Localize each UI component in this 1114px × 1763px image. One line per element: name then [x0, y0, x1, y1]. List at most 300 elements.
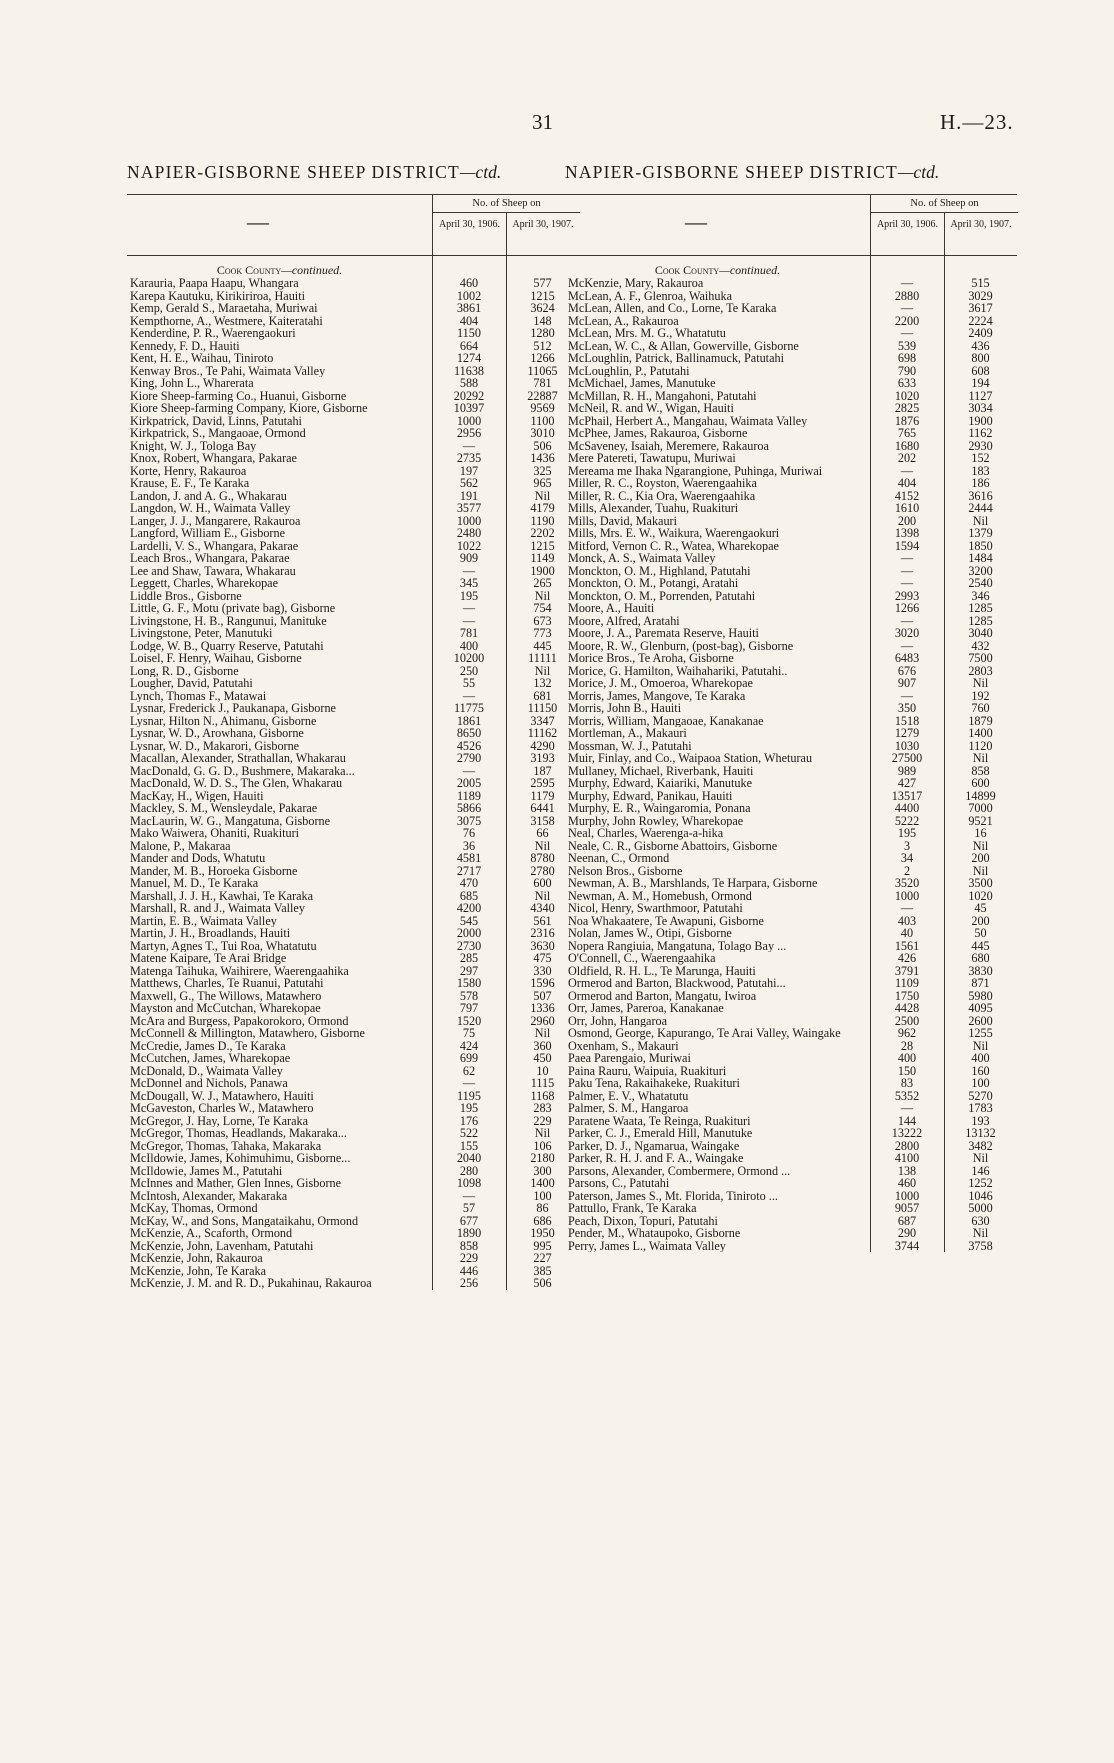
- table-row: [565, 502, 1017, 515]
- owner-name: Maxwell, G., The Willows, Matawhero: [130, 989, 322, 1002]
- sheep-1906: —: [462, 601, 476, 615]
- table-row: [565, 952, 1017, 965]
- sheep-1907: 10: [536, 1063, 549, 1078]
- sheep-1907: 193: [971, 1113, 990, 1128]
- sheep-1907: 3200: [968, 563, 993, 578]
- sheep-1906: 790: [897, 363, 917, 378]
- owner-name: MacKay, H., Wigen, Hauiti: [130, 789, 264, 802]
- table-row: [565, 415, 1017, 428]
- owner-name: McSaveney, Isaiah, Meremere, Rakauroa: [568, 439, 769, 452]
- owner-name: Muir, Finlay, and Co., Waipaoa Station, Wheturau: [568, 752, 813, 765]
- table-row: [565, 852, 1017, 865]
- table-row: [565, 277, 1017, 290]
- sheep-1907: 506: [533, 438, 552, 453]
- sheep-1906: 907: [897, 676, 917, 690]
- table-row: [565, 440, 1017, 453]
- sheep-1907: 100: [533, 1188, 552, 1203]
- sheep-1907: Nil: [972, 838, 989, 853]
- owner-name: Mills, Mrs. E. W., Waikura, Waerengaokuri: [568, 527, 780, 540]
- sheep-1907: 600: [971, 776, 990, 790]
- sheep-1907: 1190: [530, 513, 555, 528]
- owner-name: McInnes and Mather, Glen Innes, Gisborne: [130, 1177, 342, 1190]
- owner-name: McPhail, Herbert A., Mangahau, Waimata Valley: [568, 414, 808, 427]
- sheep-1906: 3744: [894, 1238, 920, 1253]
- sheep-1907: 781: [533, 376, 552, 390]
- sheep-1906: 1750: [894, 988, 920, 1003]
- table-row: [565, 427, 1017, 440]
- owner-name: McGregor, Thomas, Headlands, Makaraka...: [130, 1127, 347, 1140]
- sheep-1907: 9521: [968, 813, 993, 828]
- table-row: [127, 465, 579, 478]
- sheep-1906: 76: [462, 826, 476, 840]
- table-row: [565, 777, 1017, 790]
- table-row: [565, 1127, 1017, 1140]
- column-title-text: NAPIER-GISBORNE SHEEP DISTRICT: [565, 162, 898, 182]
- owner-name: Mills, David, Makauri: [568, 514, 677, 527]
- table-row: [127, 652, 579, 665]
- sheep-1907: 450: [533, 1051, 552, 1065]
- table-row: [565, 827, 1017, 840]
- owner-name: McAra and Burgess, Papakorokoro, Ormond: [130, 1014, 349, 1027]
- table-row: [127, 702, 579, 715]
- sheep-1906: 6483: [894, 651, 920, 665]
- sheep-1907: 515: [971, 276, 990, 290]
- sheep-1906: 2800: [894, 1138, 920, 1153]
- table-row: [127, 815, 579, 828]
- sheep-1907: 148: [533, 313, 552, 328]
- table-row: [565, 627, 1017, 640]
- sheep-1906: 191: [459, 488, 479, 503]
- owner-name: McIldowie, James, Kohimuhimu, Gisborne...: [130, 1152, 351, 1165]
- sheep-1907: 3034: [968, 401, 993, 415]
- sheep-1907: 3500: [968, 876, 993, 890]
- sheep-1906: 588: [459, 376, 479, 390]
- table-body: [127, 256, 579, 1290]
- sheep-1907: 1783: [968, 1101, 993, 1115]
- sheep-1906: 426: [897, 951, 917, 965]
- sheep-1907: 183: [971, 463, 990, 478]
- sheep-1906: 150: [897, 1063, 917, 1078]
- owner-name: Neenan, C., Ormond: [568, 852, 670, 865]
- table-row: [565, 615, 1017, 628]
- sheep-1907: 13132: [965, 1126, 996, 1140]
- sheep-1906: 2993: [894, 588, 920, 603]
- owner-name: Pender, M., Whataupoko, Gisborne: [568, 1227, 741, 1240]
- owner-name: Peach, Dixon, Topuri, Patutahi: [568, 1214, 718, 1227]
- sheep-1907: 50: [974, 926, 987, 940]
- table-row: [565, 290, 1017, 303]
- sheep-1906: 138: [897, 1163, 917, 1178]
- owner-name: Karepa Kautuku, Kirikiriroa, Hauiti: [130, 289, 305, 302]
- owner-name: McLoughlin, P., Patutahi: [568, 364, 690, 377]
- sheep-1907: 600: [533, 876, 552, 890]
- table-row: [127, 1227, 579, 1240]
- sheep-1906: 1398: [894, 526, 920, 540]
- sheep-1906: 3791: [894, 963, 920, 978]
- sheep-1907: 436: [971, 338, 990, 353]
- table-row: [565, 1227, 1017, 1240]
- sheep-1906: 664: [459, 338, 479, 353]
- sheep-1907: 3482: [968, 1138, 993, 1153]
- sheep-1906: 13222: [891, 1126, 923, 1140]
- sheep-1906: 470: [459, 876, 479, 890]
- table-row: [565, 540, 1017, 553]
- table-row: [127, 1102, 579, 1115]
- sheep-1907: 8780: [530, 851, 555, 865]
- owner-name: Matene Kaipare, Te Arai Bridge: [130, 952, 287, 965]
- owner-name: McMichael, James, Manutuke: [568, 377, 716, 390]
- owner-name: McGregor, J. Hay, Lorne, Te Karaka: [130, 1114, 309, 1127]
- sheep-1906: 2790: [456, 751, 482, 765]
- sheep-1906: 5866: [456, 801, 482, 815]
- table-row: [127, 1152, 579, 1165]
- left-column: [127, 160, 579, 1290]
- sheep-1906: —: [900, 613, 914, 628]
- sheep-1907: 1120: [968, 738, 993, 753]
- owner-name: Nelson Bros., Gisborne: [568, 864, 683, 877]
- table-row: [127, 727, 579, 740]
- table-row: [565, 677, 1017, 690]
- owner-name: Morris, William, Mangaoae, Kanakanae: [568, 714, 764, 727]
- sheep-1906: 633: [897, 376, 917, 390]
- table-row: [565, 1152, 1017, 1165]
- county-heading: [127, 264, 432, 277]
- table-row: [127, 1140, 579, 1153]
- owner-name: McCredie, James D., Te Karaka: [130, 1039, 286, 1052]
- owner-name: McMillan, R. H., Mangahoni, Patutahi: [568, 389, 757, 402]
- sheep-1907: Nil: [534, 888, 551, 903]
- table-row: [565, 690, 1017, 703]
- sheep-1907: 561: [533, 913, 552, 928]
- table-row: [127, 1040, 579, 1053]
- owner-name: Palmer, E. V., Whatatutu: [568, 1089, 689, 1102]
- sheep-1907: 45: [974, 901, 987, 915]
- table-row: [127, 590, 579, 603]
- sheep-1907: 265: [533, 576, 552, 590]
- sheep-1906: 4400: [894, 801, 920, 815]
- year-1907-header: April 30, 1907.: [944, 213, 1017, 255]
- owner-name: Liddle Bros., Gisborne: [130, 589, 242, 602]
- sheep-1907: 4179: [530, 501, 555, 515]
- owner-name: McLean, Mrs. M. G., Whatatutu: [568, 327, 726, 340]
- owner-name: Moore, R. W., Glenburn, (post-bag), Gisborne: [568, 639, 794, 652]
- sheep-1907: 283: [533, 1101, 552, 1115]
- table-row: [127, 577, 579, 590]
- owner-name: McGaveston, Charles W., Matawhero: [130, 1102, 314, 1115]
- owner-name: Mander, M. B., Horoeka Gisborne: [130, 864, 298, 877]
- sheep-1907: 858: [971, 763, 990, 778]
- sheep-1906: 962: [897, 1026, 917, 1040]
- table-row: [565, 1202, 1017, 1215]
- owner-name: Nicol, Henry, Swarthmoor, Patutahi: [568, 902, 743, 915]
- table-row: [565, 590, 1017, 603]
- table-row: [127, 902, 579, 915]
- table-row: [127, 1190, 579, 1203]
- sheep-1907: 1285: [968, 613, 993, 628]
- sheep-1906: —: [462, 763, 476, 778]
- sheep-1907: Nil: [972, 1226, 989, 1240]
- sheep-1907: 1046: [968, 1188, 993, 1203]
- table-row: [127, 515, 579, 528]
- table-row: [565, 1177, 1017, 1190]
- sheep-1907: Nil: [534, 488, 551, 503]
- owner-name: Matthews, Charles, Te Ruanui, Patutahi: [130, 977, 324, 990]
- table-row: [565, 1190, 1017, 1203]
- sheep-1907: 346: [971, 588, 990, 603]
- owner-name: McKenzie, A., Scaforth, Ormond: [130, 1227, 293, 1240]
- table-row: [565, 752, 1017, 765]
- sheep-1906: 57: [462, 1201, 476, 1215]
- owner-name: Paratene Waata, Te Reinga, Ruakituri: [568, 1114, 751, 1127]
- owner-name: Murphy, Edward, Kaiariki, Manutuke: [568, 777, 753, 790]
- owner-name: Landon, J. and A. G., Whakarau: [130, 489, 287, 502]
- table-row: [127, 977, 579, 990]
- sheep-1906: 1002: [456, 288, 482, 303]
- table-row: [565, 490, 1017, 503]
- sheep-1906: 144: [897, 1113, 917, 1128]
- table-row: [565, 365, 1017, 378]
- sheep-1906: 446: [459, 1263, 479, 1278]
- owner-name: MacDonald, W. D. S., The Glen, Whakarau: [130, 777, 343, 790]
- sheep-1907: 132: [533, 676, 552, 690]
- table-row: [127, 565, 579, 578]
- sheep-1907: 3010: [530, 426, 555, 440]
- table-row: [565, 552, 1017, 565]
- table-row: [127, 752, 579, 765]
- sheep-1907: Nil: [972, 751, 989, 765]
- table-row: [565, 815, 1017, 828]
- sheep-1906: 781: [459, 626, 479, 640]
- table-row: [565, 715, 1017, 728]
- sheep-1906: 11638: [453, 363, 485, 378]
- page-number: 31: [532, 110, 553, 134]
- table-row: [565, 352, 1017, 365]
- sheep-1906: 698: [897, 351, 917, 365]
- sheep-1907: 1280: [530, 326, 555, 340]
- owner-name: Livingstone, Peter, Manutuki: [130, 627, 273, 640]
- sheep-1906: 1109: [895, 976, 919, 990]
- sheep-1907: 385: [533, 1263, 552, 1278]
- owner-name: Moore, A., Hauiti: [568, 602, 655, 615]
- owner-name: Manuel, M. D., Te Karaka: [130, 877, 259, 890]
- owner-name: Murphy, E. R., Waingaromia, Ponana: [568, 802, 751, 815]
- table-row: [127, 915, 579, 928]
- owner-name: Kenderdine, P. R., Waerengaokuri: [130, 327, 296, 340]
- table-row: [127, 890, 579, 903]
- sheep-1906: 155: [459, 1138, 479, 1153]
- sheep-1906: 2: [903, 863, 911, 878]
- owner-name: Kiore Sheep-farming Co., Huanui, Gisborne: [130, 389, 347, 402]
- sheep-1906: 1518: [894, 713, 920, 728]
- owner-name: Neal, Charles, Waerenga-a-hika: [568, 827, 724, 840]
- sheep-1906: 8650: [456, 726, 482, 740]
- table-row: [127, 677, 579, 690]
- sheep-1907: 681: [533, 688, 552, 703]
- sheep-1906: —: [462, 438, 476, 453]
- sheep-1906: 2000: [456, 926, 482, 940]
- sheep-1907: 11065: [527, 363, 558, 378]
- owner-name: Ormerod and Barton, Blackwood, Patutahi...: [568, 977, 786, 990]
- sheep-1906: 1000: [456, 413, 482, 428]
- sheep-1906: 404: [459, 313, 479, 328]
- sheep-1906: 250: [459, 663, 479, 678]
- sheep-1906: 297: [459, 963, 479, 978]
- table-row: [565, 1102, 1017, 1115]
- owner-name: Parsons, Alexander, Combermere, Ormond ...: [568, 1164, 791, 1177]
- sheep-1907: 3617: [968, 301, 993, 315]
- sheep-1906: 285: [459, 951, 479, 965]
- owner-name: Miller, R. C., Royston, Waerengaahika: [568, 477, 757, 490]
- sheep-1906: —: [900, 463, 914, 478]
- sheep-1906: 176: [459, 1113, 479, 1128]
- owner-name: Lysnar, Frederick J., Paukanapa, Gisborne: [130, 702, 336, 715]
- sheep-1907: 227: [533, 1251, 552, 1265]
- sheep-1907: 3193: [530, 751, 555, 765]
- year-1906-header: April 30, 1906.: [432, 213, 506, 255]
- column-title-suffix: —ctd.: [459, 162, 502, 182]
- sheep-1907: 187: [533, 763, 552, 778]
- sheep-1907: 2803: [968, 663, 993, 678]
- owner-name: Orr, James, Pareroa, Kanakanae: [568, 1002, 724, 1015]
- sheep-1906: 5222: [894, 813, 920, 828]
- sheep-1906: 1000: [456, 513, 482, 528]
- owner-name: Lardelli, V. S., Whangara, Pakarae: [130, 539, 299, 552]
- table-row: [565, 902, 1017, 915]
- table-row: [127, 440, 579, 453]
- sheep-1907: 1436: [530, 451, 555, 465]
- sheep-1906: 200: [897, 513, 917, 528]
- table-row: [127, 302, 579, 315]
- owner-name: McLean, A. F., Glenroa, Waihuka: [568, 289, 732, 302]
- owner-name: Mander and Dods, Whatutu: [130, 852, 266, 865]
- sheep-1906: 1520: [456, 1013, 482, 1028]
- table-row: [127, 640, 579, 653]
- sheep-1907: 760: [971, 701, 990, 715]
- table-row: [565, 340, 1017, 353]
- owner-name: Mackley, S. M., Wensleydale, Pakarae: [130, 802, 318, 815]
- sheep-1906: 4152: [894, 488, 920, 503]
- sheep-1906: 427: [897, 776, 917, 790]
- table-row: [127, 740, 579, 753]
- table-row: [565, 1215, 1017, 1228]
- sheep-1907: 2316: [530, 926, 555, 940]
- sheep-1907: 3040: [968, 626, 993, 640]
- sheep-1906: 40: [900, 926, 914, 940]
- column-title-suffix: —ctd.: [897, 162, 940, 182]
- sheep-1906: 1861: [456, 713, 482, 728]
- table-row: [565, 840, 1017, 853]
- owner-name: Ormerod and Barton, Mangatu, Iwiroa: [568, 989, 757, 1002]
- owner-name: Nolan, James W., Otipi, Gisborne: [568, 927, 732, 940]
- sheep-1906: 400: [897, 1051, 917, 1065]
- sheep-1906: 1020: [894, 388, 920, 403]
- table-row: [127, 477, 579, 490]
- sheep-1907: 11162: [527, 726, 558, 740]
- owner-name: McDougall, W. J., Matawhero, Hauiti: [130, 1089, 314, 1102]
- sheep-1907: 871: [971, 976, 990, 990]
- owner-name: Morice Bros., Te Aroha, Gisborne: [568, 652, 734, 665]
- owner-name: Parker, C. J., Emerald Hill, Manutuke: [568, 1127, 753, 1140]
- sheep-1906: 1195: [457, 1088, 481, 1103]
- sheep-count-header: No. of Sheep on: [432, 195, 580, 213]
- sheep-1907: 1850: [968, 538, 993, 553]
- table-header: [127, 194, 579, 256]
- sheep-1906: 1594: [894, 538, 920, 553]
- owner-name: Paina Rauru, Waipuia, Ruakituri: [568, 1064, 727, 1077]
- sheep-1906: 290: [897, 1226, 917, 1240]
- owner-name: McLean, Allen, and Co., Lorne, Te Karaka: [568, 302, 777, 315]
- table-row: [565, 315, 1017, 328]
- sheep-1906: 2200: [894, 313, 920, 328]
- table-row: [127, 552, 579, 565]
- table-row: [565, 865, 1017, 878]
- table-row: [127, 865, 579, 878]
- table-row: [127, 502, 579, 515]
- sheep-1907: 229: [533, 1113, 552, 1128]
- owner-name: McKenzie, John, Rakauroa: [130, 1252, 263, 1265]
- owner-name: Livingstone, H. B., Rangunui, Manituke: [130, 614, 327, 627]
- table-row: [127, 377, 579, 390]
- sheep-1907: 3830: [968, 963, 993, 978]
- owner-name: Kirkpatrick, David, Linns, Patutahi: [130, 414, 302, 427]
- table-row: [127, 690, 579, 703]
- sheep-1906: 4200: [456, 901, 482, 915]
- table-row: [127, 540, 579, 553]
- table-row: [127, 952, 579, 965]
- table-row: [565, 927, 1017, 940]
- sheep-1907: Nil: [534, 838, 551, 853]
- owner-name: McGregor, Thomas, Tahaka, Makaraka: [130, 1139, 322, 1152]
- table-row: [565, 565, 1017, 578]
- owner-name: McIntosh, Alexander, Makaraka: [130, 1189, 288, 1202]
- sheep-1907: 160: [971, 1063, 990, 1078]
- table-row: [127, 1090, 579, 1103]
- sheep-1907: 400: [971, 1051, 990, 1065]
- table-row: [565, 740, 1017, 753]
- sheep-1907: 194: [971, 376, 990, 390]
- sheep-1906: 858: [459, 1238, 479, 1253]
- sheep-1906: 1266: [894, 601, 920, 615]
- column-title: [565, 160, 1017, 184]
- sheep-1906: 3075: [456, 813, 482, 828]
- sheep-1906: 2735: [456, 451, 482, 465]
- owner-name: McConnell & Millington, Matawhero, Gisborne: [130, 1027, 365, 1040]
- owner-name: McLean, A., Rakauroa: [568, 314, 679, 327]
- sheep-1906: —: [462, 1076, 476, 1090]
- table-row: [565, 1040, 1017, 1053]
- table-row: [127, 1177, 579, 1190]
- sheep-1907: 11150: [527, 701, 558, 715]
- sheep-1907: 146: [971, 1163, 990, 1178]
- sheep-1907: 3630: [530, 938, 555, 953]
- table-row: [565, 302, 1017, 315]
- sheep-1906: 687: [897, 1213, 917, 1228]
- sheep-1907: 22887: [527, 388, 558, 403]
- sheep-1907: 1400: [968, 726, 993, 740]
- sheep-1907: 3029: [968, 288, 993, 303]
- table-row: [565, 1115, 1017, 1128]
- county-suffix: —continued.: [281, 263, 343, 277]
- sheep-1907: 1596: [530, 976, 555, 990]
- sheep-1907: Nil: [534, 663, 551, 678]
- sheep-1906: 62: [462, 1063, 476, 1078]
- owner-name: McLean, W. C., & Allan, Gowerville, Gisborne: [568, 339, 799, 352]
- sheep-1906: 9057: [894, 1201, 920, 1215]
- owner-name: McKay, Thomas, Ormond: [130, 1202, 258, 1215]
- owner-name: McKenzie, John, Lavenham, Patutahi: [130, 1239, 314, 1252]
- table-row: [127, 290, 579, 303]
- table-row: [565, 402, 1017, 415]
